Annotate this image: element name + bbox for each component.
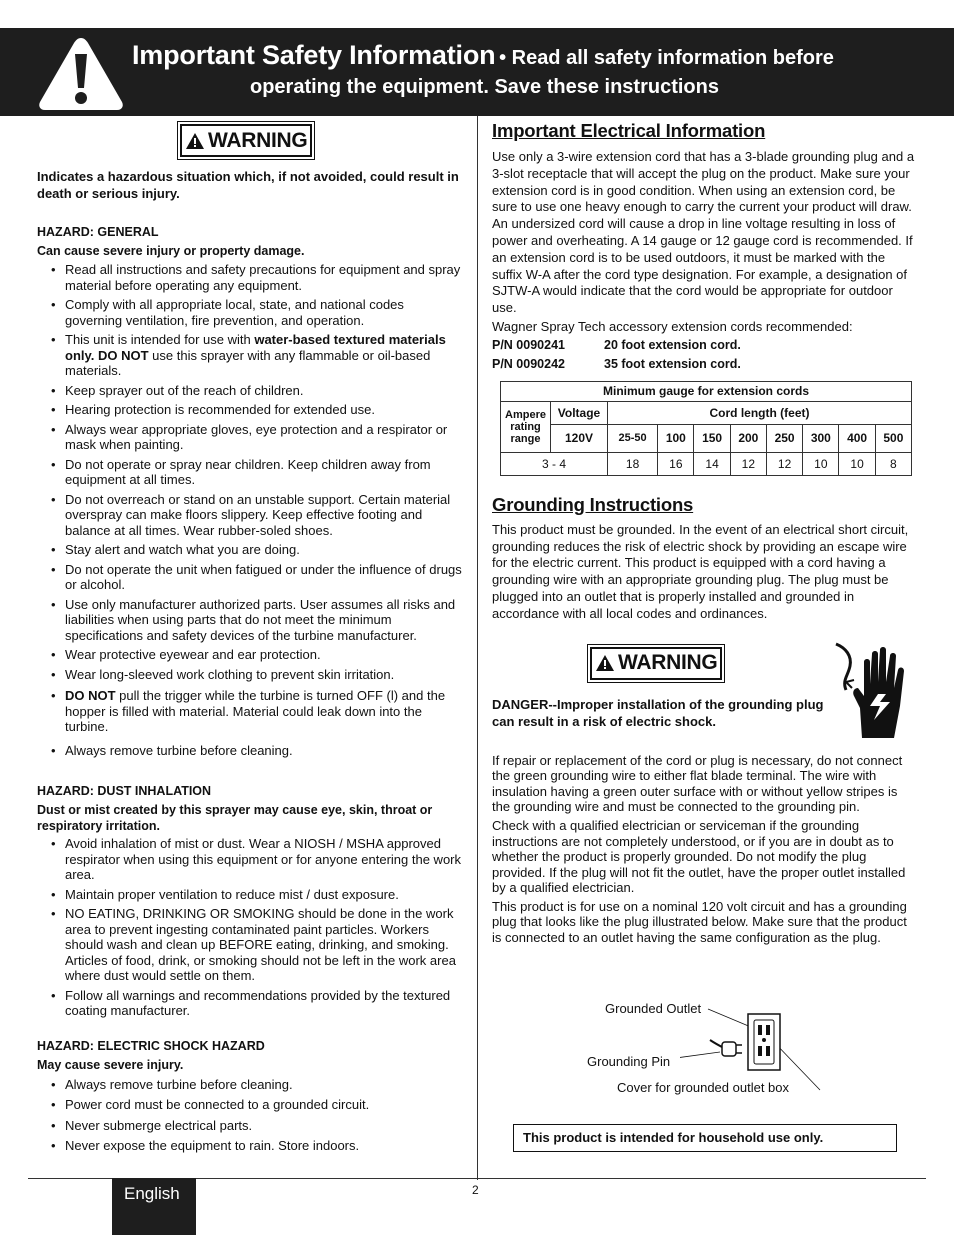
warning-label: WARNING [208,128,308,152]
list-item: • Do not operate the unit when fatigued or under the influence of drugs or alcohol. [51,562,462,593]
hazard-shock-heading: HAZARD: ELECTRIC SHOCK HAZARD [37,1038,265,1053]
grounding-warning-box [590,647,722,680]
part-description: 35 foot extension cord. [604,356,741,371]
hazard-shock-subheading: May cause severe injury. [37,1057,184,1072]
voltage-label: Voltage [551,401,608,424]
part-row [492,336,918,355]
warning-triangle-icon [595,654,615,672]
list-item [51,332,462,379]
part-description: 20 foot extension cord. [604,337,741,352]
electrical-body: Use only a 3-wire extension cord that has a 3-blade grounding plug and a 3-slot receptacle that will accept the plug on the product. Make sure your extension cord is in good condition. When using an extension cord, be sure to use one heavy enough to carry the current your product will draw. An undersized cord will cause a drop in line voltage resulting in loss of power and overheating. A 14 gauge or 12 gauge cord is recommended. If an extension cord is to be used outdoors, it must be marked with the suffix W-A after the cord type designation. For example, a designation of SJTW-A would indicate that the cord would be appropriate for outdoor use. [492,149,915,316]
water-item-pre: This unit is intended for use with [65,332,255,347]
gauge-cell: 12 [730,452,766,475]
trigger-item-post: pull the trigger while the turbine is turned OFF (l) and the hopper is filled with material. Material could leak down into the turbine. [65,688,446,734]
length-cell: 25-50 [608,424,658,452]
length-cell: 250 [766,424,802,452]
grounding-p3: This product is for use on a nominal 120 volt circuit and has a grounding plug that looks like the plug illustrated below. Make sure that the product is connected to an outlet having the same configuration as the plug. [492,898,907,946]
grounded-outlet-diagram [680,1000,830,1095]
electric-shock-hand-icon [832,636,920,740]
list-item: • Wear protective eyewear and ear protection. [51,647,462,663]
water-item-bold: water-based textured materials only. DO NOT [65,332,446,363]
gauge-cell: 12 [766,452,802,475]
list-item: • Always wear appropriate gloves, eye protection and a respirator or mask when painting. [51,422,462,453]
column-divider [477,116,478,1180]
right-column [492,120,918,946]
gauge-cell: 8 [875,452,911,475]
gauge-table [500,381,912,476]
list-item: • Keep sprayer out of the reach of children. [51,383,462,399]
list-item: • Maintain proper ventilation to reduce mist / dust exposure. [51,887,462,903]
electrical-title: Important Electrical Information [492,120,766,141]
warning-triangle-icon [185,132,205,150]
part-number: P/N 0090241 [492,337,565,352]
part-number: P/N 0090242 [492,356,565,371]
part-row [492,355,918,374]
header-line-1 [132,40,834,71]
hazard-general-heading: HAZARD: GENERAL [37,225,159,239]
list-item: • Use only manufacturer authorized parts. User assumes all risks and liabilities when using parts that do not meet the minimum specifications and safety devices of the turbine manufacturer. [51,597,462,644]
hazard-dust-heading: HAZARD: DUST INHALATION [37,784,212,798]
length-cell: 150 [694,424,730,452]
warning-intro: Indicates a hazardous situation which, if not avoided, could result in death or serious injury. [37,169,459,201]
list-item: • Follow all warnings and recommendations provided by the textured coating manufacturer. [51,988,462,1019]
list-item: • Avoid inhalation of mist or dust. Wear a NIOSH / MSHA approved respirator when using this equipment or for anyone entering the work area. [51,836,462,883]
alert-exclamation-icon [36,34,126,114]
list-item: • Never submerge electrical parts. [51,1118,462,1134]
list-item: • NO EATING, DRINKING OR SMOKING should be done in the work area to prevent ingesting contaminated paint particles. Workers should wash and clean up BEFORE eating, drinking, and smoking. Articles of food, drink, or smoking should not be left in the work area where dust would settle on them. [51,906,462,984]
electrical-accessory: Wagner Spray Tech accessory extension cords recommended: [492,318,853,334]
grounding-title: Grounding Instructions [492,493,694,515]
grounding-p1: If repair or replacement of the cord or plug is necessary, do not connect the green grounding wire to either flat blade terminal. The wire with insulation having a green outer surface with or without yellow stripes is the grounding wire and must be connected to the grounding pin. [492,752,903,815]
list-item: • Always remove turbine before cleaning. [51,1077,462,1093]
gauge-cell: 18 [608,452,658,475]
hazard-general-subheading: Can cause severe injury or property damage. [37,244,305,258]
header-subtitle-2: operating the equipment. Save these instructions [250,76,719,98]
hazard-dust-subheading: Dust or mist created by this sprayer may cause eye, skin, throat or respiratory irritation. [37,803,433,833]
gauge-cell: 16 [658,452,694,475]
list-item: • Comply with all appropriate local, state, and national codes governing ventilation, fire prevention, and operation. [51,297,462,328]
grounding-danger: DANGER--Improper installation of the grounding plug can result in a risk of electric shock. [492,696,824,729]
length-cell: 400 [839,424,875,452]
length-cell: 200 [730,424,766,452]
page-number: 2 [472,1183,479,1197]
water-item-post: use this sprayer with any flammable or oil-based materials. [65,347,431,378]
gauge-cell: 14 [694,452,730,475]
grounding-p2: Check with a qualified electrician or serviceman if the grounding instructions are not completely understood, or if you are in doubt as to whether the product is properly grounded. Do not modify the plug provided. If the plug will not fit the outlet, have the proper outlet installed by a qualified electrician. [492,817,906,896]
length-cell: 300 [803,424,839,452]
trigger-item-bold: DO NOT [65,688,116,703]
header-banner [0,28,954,116]
length-cell: 100 [658,424,694,452]
label-grounding-pin: Grounding Pin [587,1054,671,1069]
ampere-range-value: 3 - 4 [501,452,608,475]
length-row [501,424,912,452]
grounding-body: This product must be grounded. In the event of an electrical short circuit, grounding reduces the risk of electric shock by providing an escape wire for the electric current. This product is equipped with a cord having a grounding wire with an appropriate grounding plug. The plug must be plugged into an outlet that is properly installed and grounded in accordance with all local codes and ordinances. [492,521,909,621]
hazard-shock-list [51,1077,462,1154]
ampere-label: Ampere rating range [501,401,551,452]
label-grounded-outlet: Grounded Outlet [605,1001,702,1016]
cord-length-label: Cord length (feet) [608,401,912,424]
language-tab: English [112,1178,196,1235]
left-column [37,124,462,1158]
list-item: • Wear long-sleeved work clothing to prevent skin irritation. [51,667,462,683]
list-item: • Read all instructions and safety precautions for equipment and spray material before operating any equipment. [51,262,462,293]
gauge-table-caption: Minimum gauge for extension cords [501,381,912,401]
label-outlet-cover: Cover for grounded outlet box [617,1080,789,1095]
list-item: • Power cord must be connected to a grounded circuit. [51,1097,462,1113]
list-item: • Never expose the equipment to rain. Store indoors. [51,1138,462,1154]
list-item: • Hearing protection is recommended for extended use. [51,402,462,418]
gauge-row [501,452,912,475]
list-item: • Always remove turbine before cleaning. [51,743,462,759]
list-item: • Do not operate or spray near children. Keep children away from equipment at all times. [51,457,462,488]
grounding-warning-label: WARNING [618,651,718,675]
list-item: • Do not overreach or stand on an unstable support. Certain material overspray can make floors slippery. Keep effective footing and balance at all times. Wear rubber-soled shoes. [51,492,462,539]
header-subtitle-1: • Read all safety information before [499,47,834,69]
list-item [51,688,462,735]
voltage-value: 120V [551,424,608,452]
gauge-cell: 10 [803,452,839,475]
length-cell: 500 [875,424,911,452]
household-use-note: This product is intended for household use only. [513,1124,897,1152]
warning-box-wrap [37,124,462,157]
warning-box [180,124,312,157]
page-title: Important Safety Information [132,40,496,70]
hazard-general-list [51,262,462,758]
hazard-dust-list [51,836,462,1019]
list-item: • Stay alert and watch what you are doing. [51,542,462,558]
gauge-cell: 10 [839,452,875,475]
